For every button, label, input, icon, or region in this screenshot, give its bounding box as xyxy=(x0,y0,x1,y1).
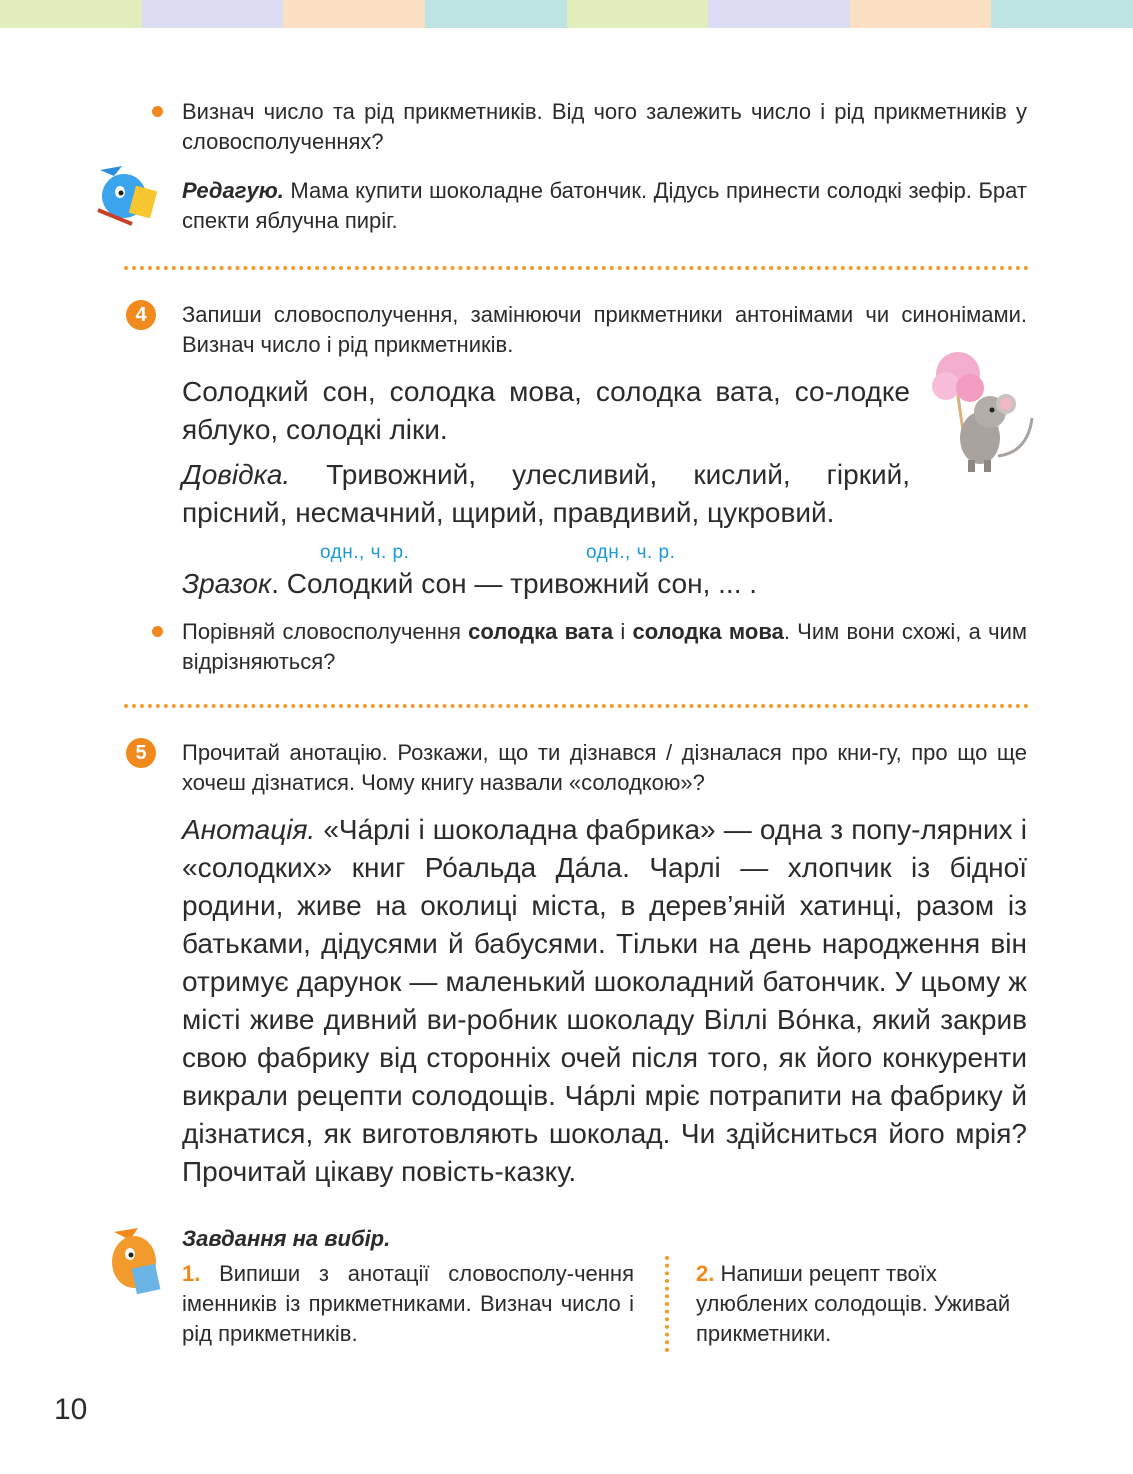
question-number-gender: Визнач число та рід прикметників. Від чого залежить число і рід прикметників у словосполученнях? xyxy=(182,99,1027,154)
exercise-4-sample xyxy=(182,565,1027,603)
exercise-4-instruction: Запиши словосполучення, замінюючи прикметники антонімами чи синонімами. Визнач число і рід прикметників. xyxy=(182,302,1027,357)
mouse-cotton-candy-icon xyxy=(928,346,1038,476)
color-strip xyxy=(142,0,284,28)
compare-text-end: . Чим вони схожі, а чим відрізняються? xyxy=(182,619,1027,674)
dotted-divider xyxy=(124,704,1029,708)
edit-label: Редагую. xyxy=(182,178,284,203)
color-strip xyxy=(0,0,142,28)
dotted-divider xyxy=(124,266,1029,270)
compare-phrase-1: солодка вата xyxy=(468,619,614,644)
color-strip xyxy=(425,0,567,28)
color-strip xyxy=(850,0,992,28)
exercise-4-hint xyxy=(182,456,910,532)
bullet-icon xyxy=(152,626,163,637)
edit-text: Мама купити шоколадне батончик. Дідусь принести солодкі зефір. Брат спекти яблучна пиріг. xyxy=(182,178,1027,233)
annotation-label: Анотація. xyxy=(182,814,316,845)
bullet-icon xyxy=(152,106,163,117)
task-1-text: Випиши з анотації словосполу-чення іменників із прикметниками. Визнач число і рід прикметників. xyxy=(182,1261,634,1346)
compare-question xyxy=(182,617,1027,677)
hint-text: Тривожний, улесливий, кислий, гіркий, прісний, несмачний, щирий, правдивий, цукровий. xyxy=(182,459,910,528)
sample-text: . Солодкий сон — тривожний сон, ... . xyxy=(271,568,758,599)
task-1-number: 1. xyxy=(182,1261,201,1286)
annotation-paragraph xyxy=(182,811,1027,1191)
task-2-text: Напиши рецепт твоїх улюблених солодощів. Уживай прикметники. xyxy=(696,1261,1011,1346)
sample-grammar-label: одн., ч. р. xyxy=(320,542,410,563)
exercise-number-badge: 4 xyxy=(126,300,156,330)
exercise-4-phrases: Солодкий сон, солодка мова, солодка вата, со-лодке яблуко, солодкі ліки. xyxy=(182,376,910,445)
compare-text: Порівняй словосполучення xyxy=(182,619,469,644)
annotation-text: «Ча́рлі і шоколадна фабрика» — одна з попу-лярних і «солодких» книг Ро́альда Да́ла. Чарлі — хлопчик із бідної родини, живе на околиці міста, в дерев’яній хатинці, разом із батьками, дідусями й бабусями. Тільки на день народження він отримує дарунок — маленький шоколадний батончик. У цьому ж місті живе дивний ви-робник шоколаду Віллі Во́нка, який закрив свою фабрику від сторонніх очей після того, як його конкуренти викрали рецепти солодощів. Ча́рлі мріє потрапити на фабрику й дізнатися, як виготовляють шоколад. Чи здійсниться його мрія? Прочитай цікаву повість-казку. xyxy=(182,814,1027,1187)
orange-bird-mascot-icon xyxy=(104,1224,166,1300)
choice-title xyxy=(182,1224,390,1254)
color-strip xyxy=(991,0,1133,28)
exercise-5-instruction: Прочитай анотацію. Розкажи, що ти дізнався / дізналася про кни-гу, про що ще хочеш дізнатися. Чому книгу назвали «солодкою»? xyxy=(182,740,1027,795)
page-number: 10 xyxy=(54,1393,88,1426)
sample-grammar-label: одн., ч. р. xyxy=(586,542,676,563)
compare-phrase-2: солодка мова xyxy=(632,619,784,644)
choice-task-1 xyxy=(182,1259,634,1349)
top-color-bar xyxy=(0,0,1133,28)
color-strip xyxy=(283,0,425,28)
exercise-number-badge: 5 xyxy=(126,738,156,768)
task-2-number: 2. xyxy=(696,1261,715,1286)
choice-title-text: Завдання на вибір. xyxy=(182,1226,391,1251)
vertical-dotted-divider xyxy=(665,1256,669,1352)
blue-bird-mascot-icon xyxy=(92,160,162,230)
compare-conjunction: і xyxy=(613,619,633,644)
sample-label: Зразок xyxy=(182,568,272,599)
hint-label: Довідка. xyxy=(182,459,291,490)
edit-paragraph xyxy=(182,176,1027,236)
choice-task-2 xyxy=(696,1259,1016,1349)
color-strip xyxy=(708,0,850,28)
color-strip xyxy=(567,0,709,28)
